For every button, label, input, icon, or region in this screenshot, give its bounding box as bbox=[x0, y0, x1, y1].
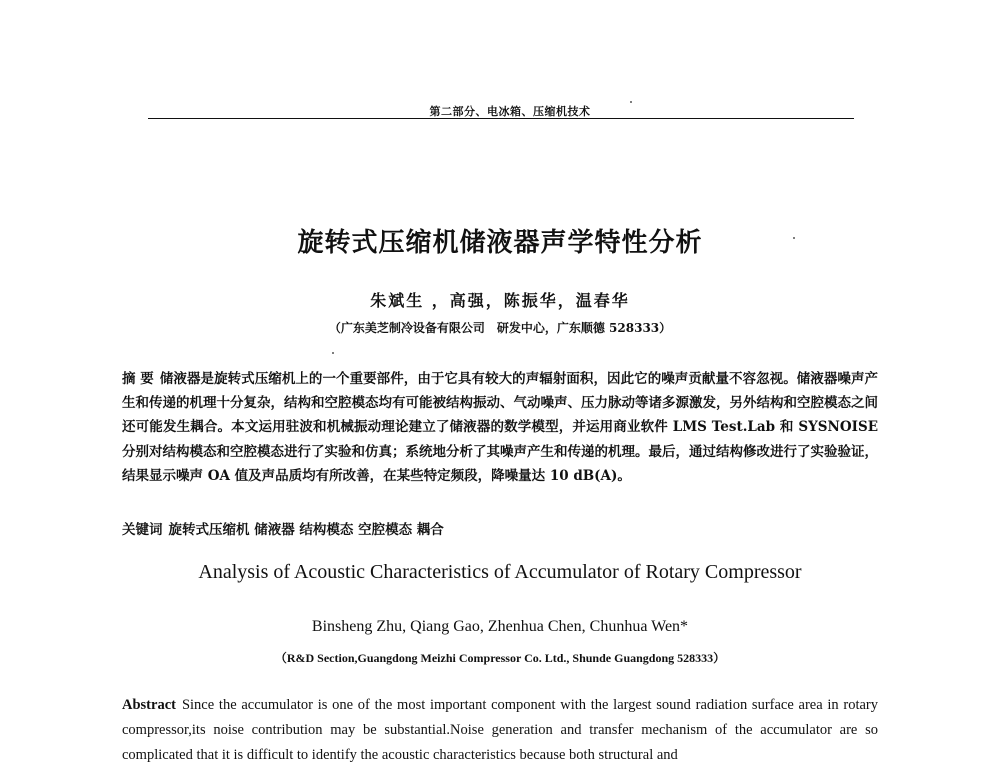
chinese-abstract bbox=[122, 367, 878, 488]
english-authors: Binsheng Zhu, Qiang Gao, Zhenhua Chen, Chunhua Wen* bbox=[311, 618, 689, 635]
chinese-abstract-label: 摘 要 bbox=[122, 371, 154, 387]
chinese-keywords-label: 关键词 bbox=[122, 522, 163, 538]
scan-speck bbox=[332, 352, 334, 354]
english-abstract-label: Abstract bbox=[122, 697, 176, 713]
chinese-keywords bbox=[122, 519, 878, 541]
chinese-affiliation: （广东美芝制冷设备有限公司 研发中心，广东顺德 528333） bbox=[328, 321, 672, 335]
scan-speck bbox=[630, 101, 632, 103]
english-affiliation: （R&D Section,Guangdong Meizhi Compressor Co. Ltd., Shunde Guangdong 528333） bbox=[274, 651, 726, 665]
scan-speck bbox=[793, 237, 795, 239]
chinese-keywords-text: 旋转式压缩机 储液器 结构模态 空腔模态 耦合 bbox=[168, 522, 444, 538]
english-abstract-text: Since the accumulator is one of the most important component with the largest sound radiation surface area in rotary compressor,its noise contribution may be substantial.Noise generation and transfer mechanism of the accumulator are so complicated that it is difficult to identify the acoustic characteristics because both structural and bbox=[122, 697, 878, 763]
english-abstract bbox=[122, 693, 878, 768]
chinese-abstract-text: 储液器是旋转式压缩机上的一个重要部件，由于它具有较大的声辐射面积，因此它的噪声贡献量不容忽视。储液器噪声产生和传递的机理十分复杂，结构和空腔模态均有可能被结构振动、气动噪声、压力脉动等诸多源激发，另外结构和空腔模态之间还可能发生耦合。本文运用驻波和机械振动理论建立了储液器的数学模型，并运用商业软件 LMS Test.Lab 和 SYSNOISE 分别对结构模态和空腔模态进行了实验和仿真；系统地分析了其噪声产生和传递的机理。最后，通过结构修改进行了实验验证，结果显示噪声 OA 值及声品质均有所改善，在某些特定频段，降噪量达 10 dB(A)。 bbox=[122, 371, 879, 484]
english-title: Analysis of Acoustic Characteristics of Accumulator of Rotary Compressor bbox=[198, 561, 802, 583]
chinese-authors: 朱斌生 ，高强，陈振华，温春华 bbox=[370, 291, 630, 310]
chinese-title: 旋转式压缩机储液器声学特性分析 bbox=[297, 228, 703, 258]
running-header: 第二部分、电冰箱、压缩机技术 bbox=[429, 105, 591, 118]
header-rule bbox=[148, 118, 854, 119]
